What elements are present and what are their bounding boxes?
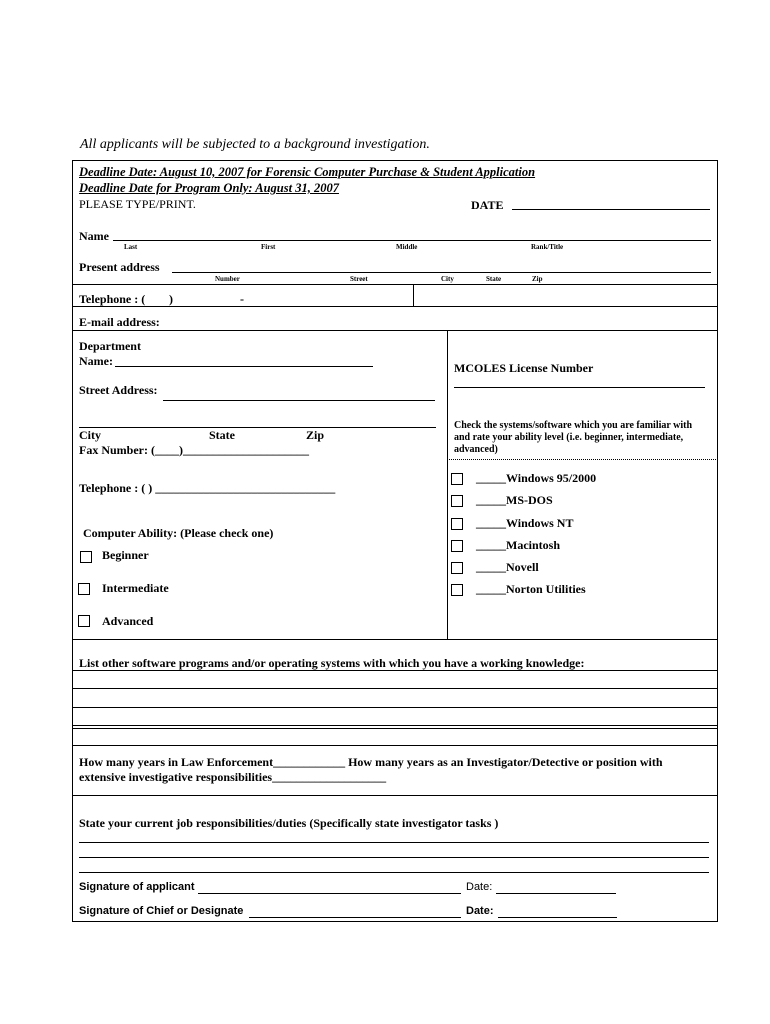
mcoles-license-field[interactable] [454, 387, 705, 388]
name-sub-middle: Middle [396, 243, 418, 251]
investigative-responsibilities-field[interactable]: extensive investigative responsibilities___________________ [79, 770, 387, 784]
signature-chief-field[interactable] [249, 917, 461, 918]
deadline-line-1: Deadline Date: August 10, 2007 for Forensic Computer Purchase & Student Application [79, 165, 536, 179]
ms-dos-label: _____MS-DOS [476, 493, 553, 507]
telephone-close-paren: ) [169, 292, 173, 306]
city-state-zip-field[interactable] [79, 427, 436, 428]
computer-ability-label: Computer Ability: (Please check one) [83, 526, 274, 540]
intermediate-checkbox[interactable] [78, 583, 90, 595]
divider [72, 795, 718, 796]
divider [72, 284, 718, 285]
chief-date-label: Date: [466, 905, 494, 917]
department-name-field[interactable] [115, 366, 373, 367]
job-duties-label: State your current job responsibilities/duties (Specifically state investigator tasks ) [79, 816, 499, 830]
date-label: DATE [471, 198, 504, 212]
divider [72, 745, 718, 746]
norton-utilities-checkbox[interactable] [451, 584, 463, 596]
address-sub-city: City [441, 275, 454, 283]
other-software-label: List other software programs and/or operating systems with which you have a working knowledge: [79, 656, 585, 670]
windows-95-label: _____Windows 95/2000 [476, 471, 597, 485]
intermediate-label: Intermediate [102, 581, 169, 595]
advanced-checkbox[interactable] [78, 615, 90, 627]
name-label: Name [79, 229, 109, 243]
beginner-checkbox[interactable] [80, 551, 92, 563]
ms-dos-checkbox[interactable] [451, 495, 463, 507]
years-law-enforcement-field[interactable]: How many years in Law Enforcement____________ How many years as an Investigator/Detective or position with [79, 755, 663, 769]
other-software-line-3[interactable] [72, 707, 718, 708]
address-sub-street: Street [350, 275, 368, 283]
please-type-print: PLEASE TYPE/PRINT. [79, 197, 196, 211]
other-software-line-2[interactable] [72, 688, 718, 689]
divider [72, 306, 718, 307]
street-address-field[interactable] [163, 400, 435, 401]
department-name-label: Name: [79, 354, 113, 368]
address-sub-number: Number [215, 275, 240, 283]
column-divider [447, 330, 448, 639]
city-label: City [79, 428, 101, 442]
divider [72, 639, 718, 640]
applicant-date-label: Date: [466, 881, 493, 893]
background-notice: All applicants will be subjected to a background investigation. [80, 137, 430, 152]
mcoles-license-label: MCOLES License Number [454, 361, 594, 375]
name-sub-last: Last [124, 243, 138, 251]
divider [72, 330, 718, 331]
name-sub-first: First [261, 243, 276, 251]
windows-95-checkbox[interactable] [451, 473, 463, 485]
form-border [72, 160, 718, 922]
name-field[interactable] [113, 240, 711, 241]
advanced-label: Advanced [102, 614, 154, 628]
other-software-line-1[interactable] [72, 670, 718, 671]
date-field[interactable] [512, 209, 710, 210]
name-sub-rank: Rank/Title [531, 243, 564, 251]
job-duties-line-1[interactable] [79, 842, 709, 843]
macintosh-label: _____Macintosh [476, 538, 560, 552]
other-software-line-4[interactable] [72, 725, 718, 726]
chief-date-field[interactable] [498, 917, 617, 918]
job-duties-line-3[interactable] [79, 872, 709, 873]
deadline-line-2: Deadline Date for Program Only: August 31, 2007 [79, 181, 339, 195]
beginner-label: Beginner [102, 548, 149, 562]
job-duties-line-2[interactable] [79, 857, 709, 858]
applicant-date-field[interactable] [496, 893, 616, 894]
street-address-label: Street Address: [79, 383, 158, 397]
signature-applicant-label: Signature of applicant [79, 881, 195, 893]
present-address-field[interactable] [172, 272, 711, 273]
state-label: State [209, 428, 235, 442]
novell-checkbox[interactable] [451, 562, 463, 574]
department-label: Department [79, 339, 141, 353]
novell-label: _____Novell [476, 560, 539, 574]
signature-chief-label: Signature of Chief or Designate [79, 905, 244, 917]
other-software-line-5[interactable] [72, 728, 718, 729]
windows-nt-checkbox[interactable] [451, 518, 463, 530]
norton-utilities-label: _____Norton Utilities [476, 582, 586, 596]
fax-number-field[interactable]: Fax Number: (____)_____________________ [79, 443, 309, 457]
windows-nt-label: _____Windows NT [476, 516, 574, 530]
divider [447, 459, 718, 460]
email-label: E-mail address: [79, 315, 160, 329]
zip-label: Zip [306, 428, 325, 442]
present-address-label: Present address [79, 260, 160, 274]
telephone-label: Telephone : ( [79, 292, 146, 306]
systems-instructions: Check the systems/software which you are familiar with and rate your ability level (i.e. beginner, intermediate, advanced) [454, 420, 693, 455]
department-telephone-field[interactable]: Telephone : ( ) ______________________________ [79, 481, 336, 495]
signature-applicant-field[interactable] [198, 893, 461, 894]
address-sub-state: State [486, 275, 502, 283]
telephone-dash: - [240, 292, 244, 306]
macintosh-checkbox[interactable] [451, 540, 463, 552]
address-sub-zip: Zip [532, 275, 543, 283]
divider [413, 284, 414, 306]
